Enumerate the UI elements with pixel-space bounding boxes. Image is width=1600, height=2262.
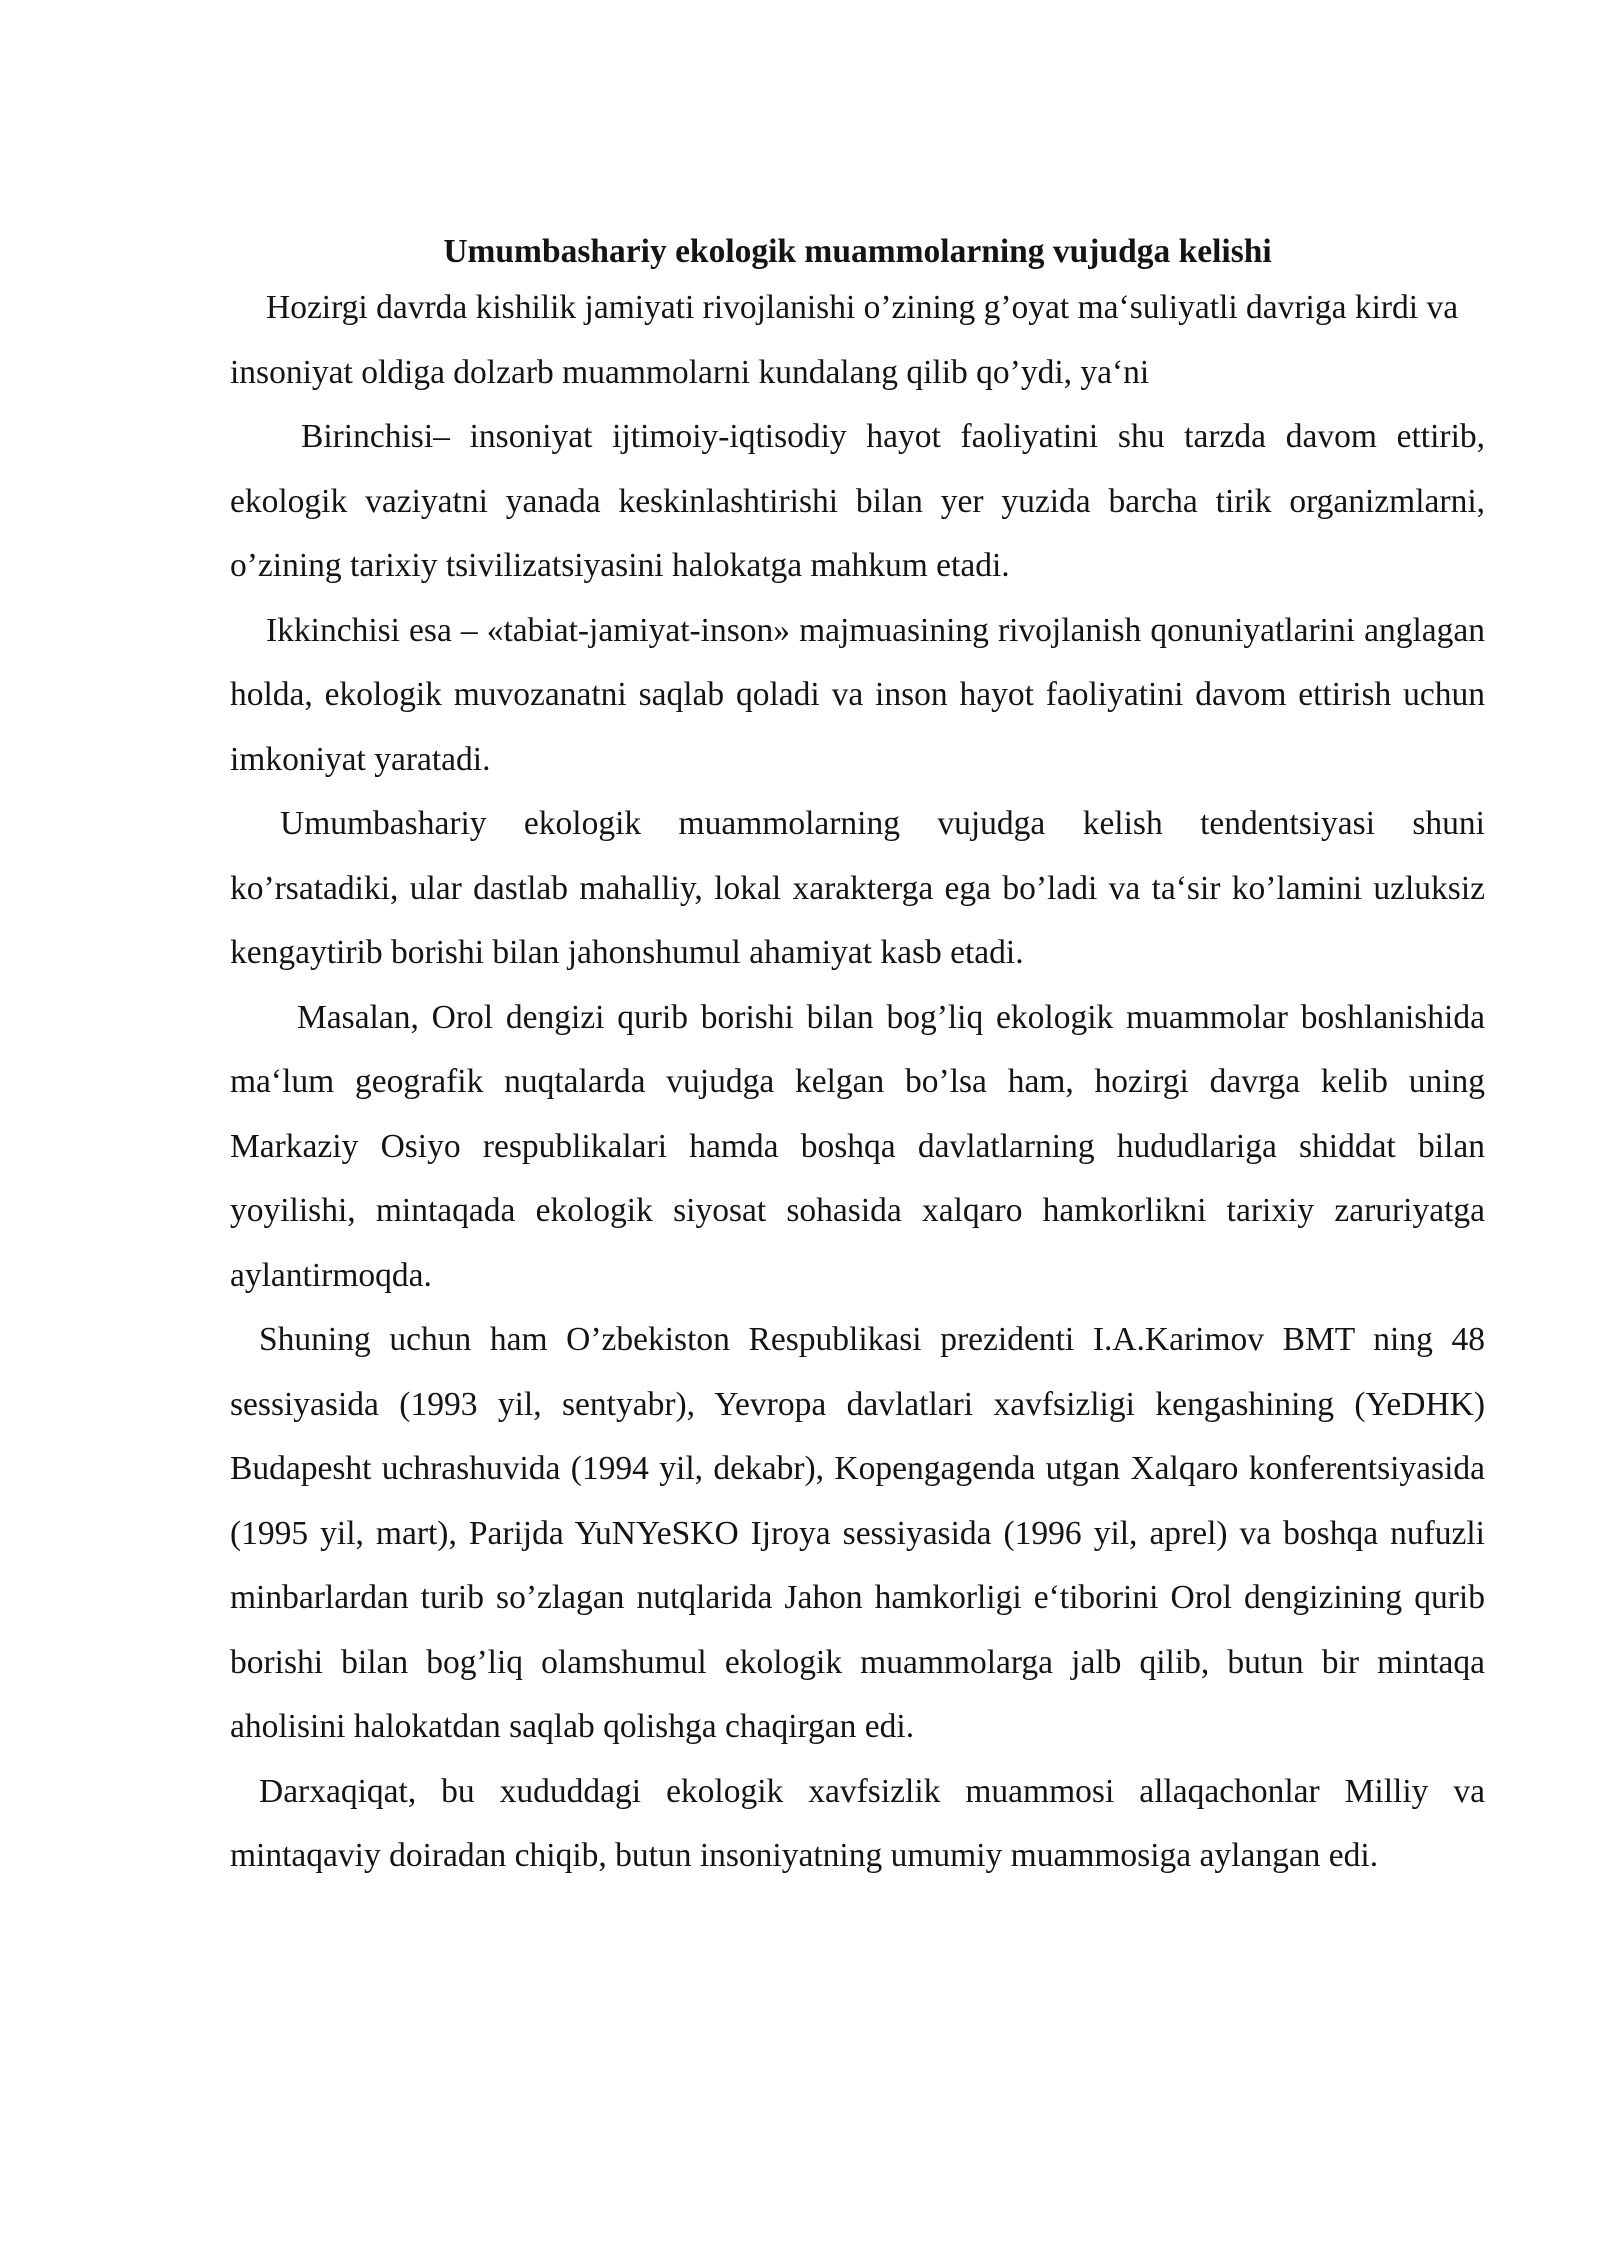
paragraph-introduction: Hozirgi davrda kishilik jamiyati rivojlanishi o’zining g’oyat ma‘suliyatli davriga kirdi va insoniyat oldiga dolzarb muammolarni kundalang qilib qo’ydi, ya‘ni xyxy=(230,289,1459,391)
paragraph-tendency: Umumbashariy ekologik muammolarning vujudga kelish tendentsiyasi shuni ko’rsatadiki, ular dastlab mahalliy, lokal xarakterga ega bo’ladi va ta‘sir ko’lamini uzluksiz kengaytirib borishi bilan jahonshumul ahamiyat kasb etadi. xyxy=(230,805,1485,971)
paragraph-conclusion: Darxaqiqat, bu xududdagi ekologik xavfsizlik muammosi allaqachonlar Milliy va mintaqaviy doiradan chiqib, butun insoniyatning umumiy muammosiga aylangan edi. xyxy=(230,1772,1485,1874)
document-title: Umumbashariy ekologik muammolarning vujudga kelishi xyxy=(443,233,1272,270)
paragraph-aral-sea-example: Masalan, Orol dengizi qurib borishi bilan bog’liq ekologik muammolar boshlanishida ma‘lum geografik nuqtalarda vujudga kelgan bo’lsa ham, hozirgi davrga kelib uning Markaziy Osiyo respublikalari hamda boshqa davlatlarning hududlariga shiddat bilan yoyilishi, mintaqada ekologik siyosat sohasida xalqaro hamkorlikni tarixiy zaruriyatga aylantirmoqda. xyxy=(230,998,1485,1294)
paragraph-international-speeches: Shuning uchun ham O’zbekiston Respublikasi prezidenti I.A.Karimov BMT ning 48 sessiyasida (1993 yil, sentyabr), Yevropa davlatlari xavfsizligi kengashining (YeDHK) Budapesht uchrashuvida (1994 yil, dekabr), Kopengagenda utgan Xalqaro konferentsiyasida (1995 yil, mart), Parijda YuNYeSKO Ijroya sessiyasida (1996 yil, aprel) va boshqa nufuzli minbarlardan turib so’zlagan nutqlarida Jahon hamkorligi e‘tiborini Orol dengizining qurib borishi bilan bog’liq olamshumul ekologik muammolarga jalb qilib, butun bir mintaqa aholisini halokatdan saqlab qolishga chaqirgan edi. xyxy=(230,1321,1485,1745)
document-body xyxy=(230,226,1485,1889)
paragraph-second-scenario: Ikkinchisi esa – «tabiat-jamiyat-inson» majmuasining rivojlanish qonuniyatlarini anglagan holda, ekologik muvozanatni saqlab qoladi va inson hayot faoliyatini davom ettirish uchun imkoniyat yaratadi. xyxy=(230,611,1485,778)
paragraph-first-scenario: Birinchisi– insoniyat ijtimoiy-iqtisodiy hayot faoliyatini shu tarzda davom ettirib, ekologik vaziyatni yanada keskinlashtirishi bilan yer yuzida barcha tirik organizmlarni, o’zining tarixiy tsivilizatsiyasini halokatga mahkum etadi. xyxy=(230,418,1485,584)
